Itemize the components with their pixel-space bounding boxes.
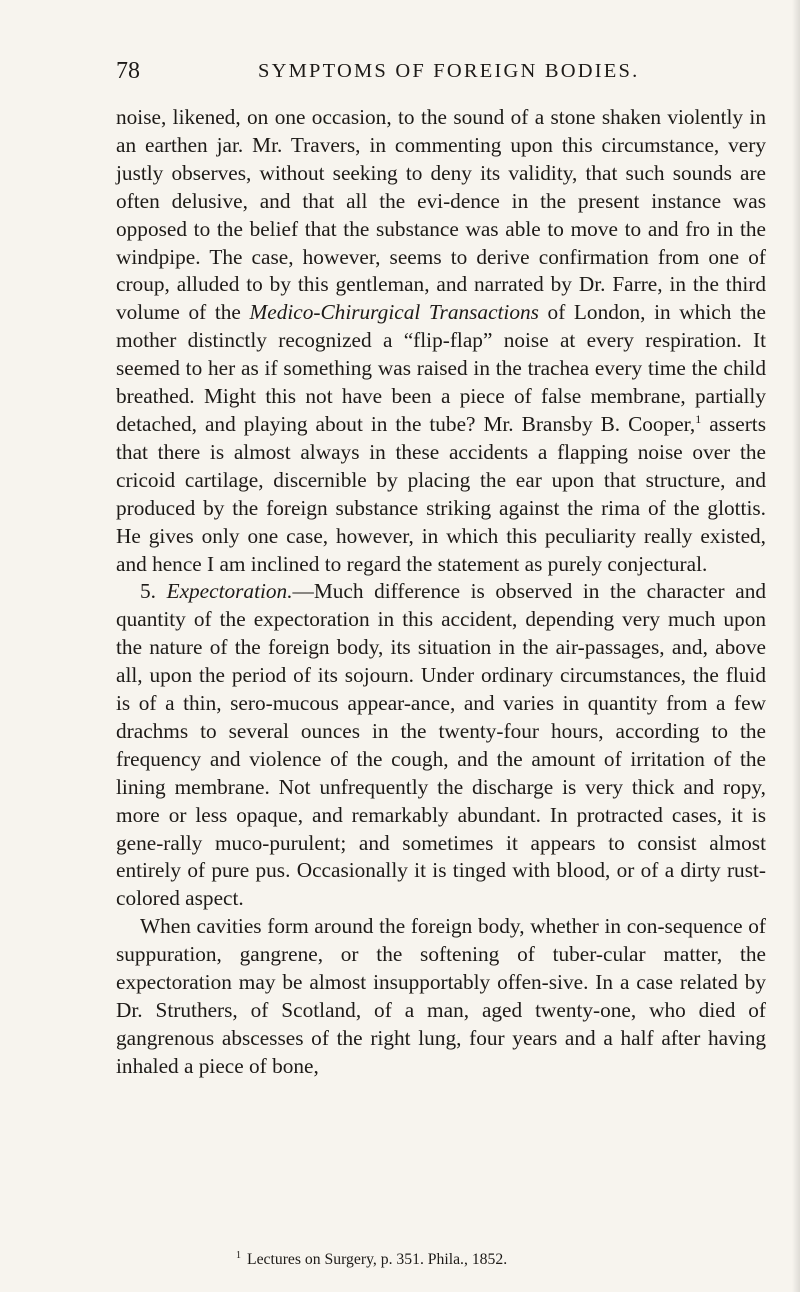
footnote	[236, 1250, 756, 1270]
paragraph-text-part-1: noise, likened, on one occasion, to the sound of a stone shaken violently in an earthen jar. Mr. Travers, in commenting upon this circumstance, very justly observes, without seeking to deny its validity, that such sounds are often delusive, and that all the evi-dence in the present instance was opposed to the belief that the substance was able to move to and fro in the windpipe. The case, however, seems to derive confirmation from one of croup, alluded to by this gentleman, and narrated by Dr. Farre, in the third volume of the	[116, 105, 766, 325]
paragraph-text-part-3: asserts that there is almost always in these accidents a flapping noise over the cricoid cartilage, discernible by placing the ear upon that structure, and produced by the foreign substance striking against the rima of the glottis. He gives only one case, however, in which this peculiarity really existed, and hence I am inclined to regard the statement as purely conjectural.	[116, 411, 766, 576]
italic-journal-title: Medico-Chirurgical Transactions	[249, 300, 539, 325]
page-number: 78	[116, 58, 140, 84]
paragraph-text-part-2: of London, in which the mother distinctly recognized a “flip-flap” noise at every respiration. It seemed to her as if something was raised in the trachea every time the child breathed. Might this not have been a piece of false membrane, partially detached, and playing about in the tube? Mr. Bransby B. Cooper,	[116, 300, 766, 436]
body-text	[116, 104, 766, 1081]
running-title: SYMPTOMS OF FOREIGN BODIES.	[258, 60, 640, 82]
paragraph-cavities-text: When cavities form around the foreign body, whether in con-sequence of suppuration, gangrene, or the softening of tuber-cular matter, the expectoration may be almost insupportably offen-sive. In a case related by Dr. Struthers, of Scotland, of a man, aged twenty-one, who died of gangrenous abscesses of the right lung, four years and a half after having inhaled a piece of bone,	[116, 914, 766, 1078]
running-head	[116, 58, 766, 90]
footnote-marker: 1	[236, 1249, 241, 1261]
section-heading-expectoration: Expectoration.	[166, 579, 293, 604]
footnote-text: Lectures on Surgery, p. 351. Phila., 1852.	[247, 1251, 508, 1268]
paragraph-expectoration-text: —Much difference is observed in the character and quantity of the expectoration in this accident, depending very much upon the nature of the foreign body, its situation in the air-passages, and, above all, upon the period of its sojourn. Under ordinary circumstances, the fluid is of a thin, sero-mucous appear-ance, and varies in quantity from a few drachms to several ounces in the twenty-four hours, according to the frequency and violence of the cough, and the amount of irritation of the lining membrane. Not unfrequently the discharge is very thick and ropy, more or less opaque, and remarkably abundant. In protracted cases, it is gene-rally muco-purulent; and sometimes it appears to consist almost entirely of pure pus. Occasionally it is tinged with blood, or of a dirty rust-colored aspect.	[116, 579, 766, 911]
paragraph-expectoration	[116, 578, 766, 913]
paragraph-cavities	[116, 913, 766, 1080]
section-number: 5.	[140, 579, 167, 604]
footnote-reference: 1	[695, 411, 702, 426]
paragraph-croup-noise	[116, 104, 766, 578]
page-edge-shadow	[792, 0, 800, 1292]
